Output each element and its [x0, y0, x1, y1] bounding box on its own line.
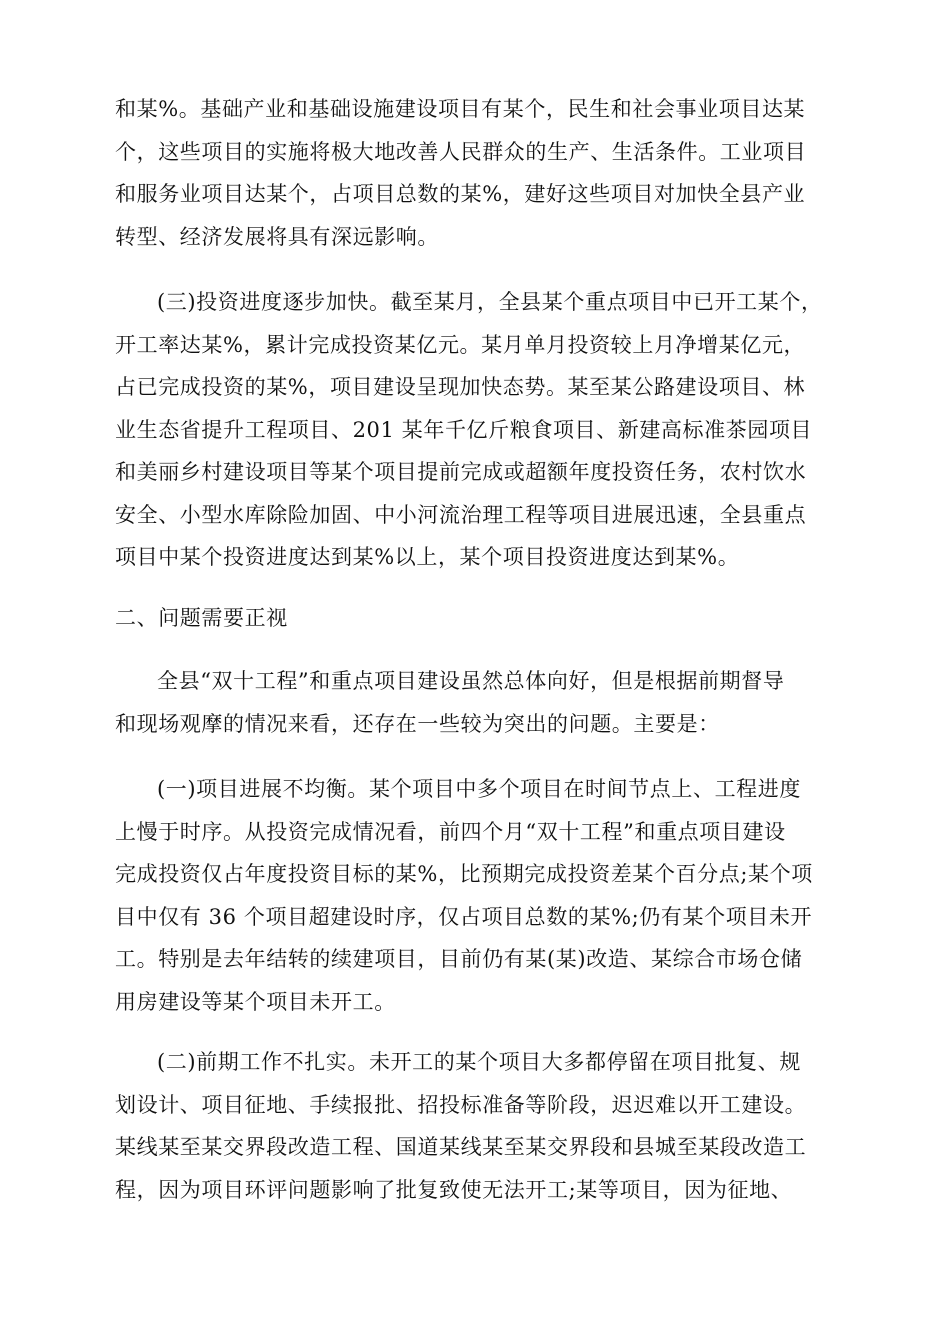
- text-line: 转型、经济发展将具有深远影响。: [115, 224, 439, 249]
- text-line: 占已完成投资的某%，项目建设呈现加快态势。某至某公路建设项目、林: [115, 375, 806, 399]
- text-line: 程，因为项目环评问题影响了批复致使无法开工;某等项目，因为征地、: [115, 1177, 793, 1202]
- text-line: 和服务业项目达某个，占项目总数的某%，建好这些项目对加快全县产业: [115, 182, 806, 206]
- text-line: 目中仅有 36 个项目超建设时序，仅占项目总数的某%;仍有某个项目未开: [115, 904, 813, 929]
- text-line: 和某%。基础产业和基础设施建设项目有某个，民生和社会事业项目达某: [115, 97, 806, 121]
- text-line: 划设计、项目征地、手续报批、招投标准备等阶段，迟迟难以开工建设。: [115, 1092, 807, 1117]
- text-line: (一)项目进展不均衡。某个项目中多个项目在时间节点上、工程进度: [157, 777, 801, 801]
- paragraph-preliminary-work: [115, 1041, 837, 1211]
- text-line: 和美丽乡村建设项目等某个项目提前完成或超额年度投资任务，农村饮水: [115, 460, 807, 484]
- paragraph-1: [115, 88, 837, 258]
- text-line: 完成投资仅占年度投资目标的某%，比预期完成投资差某个百分点;某个项: [115, 862, 813, 886]
- text-line: 上慢于时序。从投资完成情况看，前四个月“双十工程”和重点项目建设: [115, 819, 786, 844]
- text-line: 个，这些项目的实施将极大地改善人民群众的生产、生活条件。工业项目: [115, 139, 807, 164]
- heading-line: 二、问题需要正视: [115, 606, 288, 630]
- text-line: 开工率达某%，累计完成投资某亿元。某月单月投资较上月净增某亿元，: [115, 332, 806, 357]
- text-line: 某线某至某交界段改造工程、国道某线某至某交界段和县城至某段改造工: [115, 1135, 807, 1159]
- text-line: 业生态省提升工程项目、201 某年千亿斤粮食项目、新建高标准茶园项目: [115, 417, 813, 442]
- paragraph-intro: [115, 660, 837, 745]
- text-line: 项目中某个投资进度达到某%以上，某个项目投资进度达到某%。: [115, 545, 740, 569]
- text-line: (三)投资进度逐步加快。截至某月，全县某个重点项目中已开工某个，: [157, 290, 823, 314]
- section-heading: [115, 597, 837, 640]
- paragraph-imbalance: [115, 768, 837, 1023]
- text-line: 和现场观摩的情况来看，还存在一些较为突出的问题。主要是：: [115, 711, 720, 736]
- text-line: 全县“双十工程”和重点项目建设虽然总体向好，但是根据前期督导: [157, 669, 785, 693]
- text-line: 用房建设等某个项目未开工。: [115, 989, 396, 1014]
- text-line: (二)前期工作不扎实。未开工的某个项目大多都停留在项目批复、规: [157, 1050, 801, 1074]
- text-line: 工。特别是去年结转的续建项目，目前仍有某(某)改造、某综合市场仓储: [115, 947, 803, 971]
- paragraph-progress: [115, 281, 837, 579]
- text-line: 安全、小型水库除险加固、中小河流治理工程等项目进展迅速，全县重点: [115, 502, 807, 527]
